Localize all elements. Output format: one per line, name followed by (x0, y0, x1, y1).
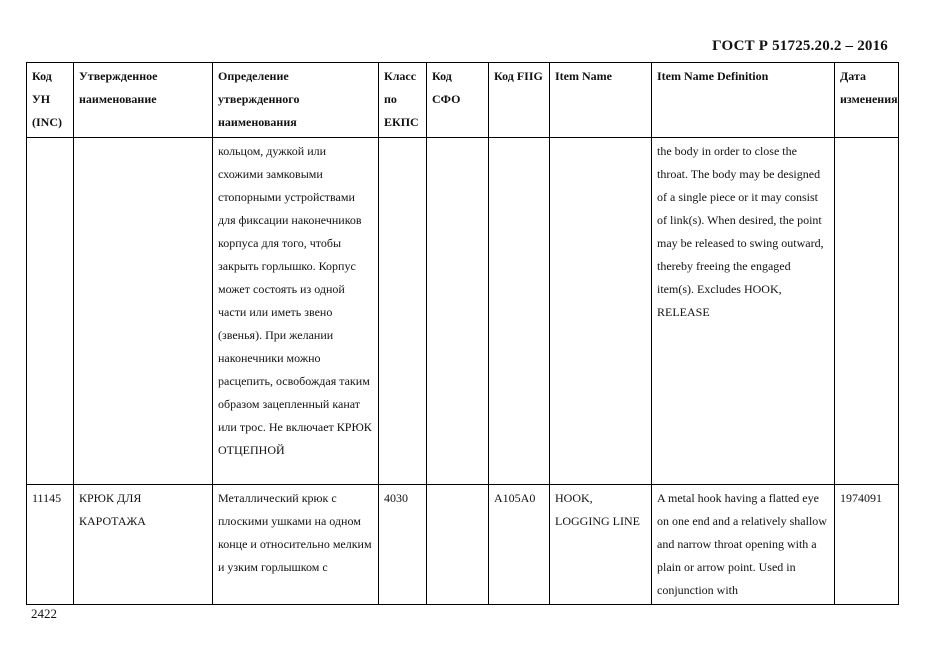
cell-approved-name (74, 138, 213, 485)
col-header-ekps-class: Класс по ЕКПС (379, 63, 427, 138)
cell-approved-name: КРЮК ДЛЯ КАРОТАЖА (74, 485, 213, 605)
cell-item-name: HOOK, LOGGING LINE (550, 485, 652, 605)
cell-fiig-code: A105A0 (489, 485, 550, 605)
cell-item-name-definition: A metal hook having a flatted eye on one end and a relatively shallow and narrow throat opening with a plain or arrow point. Used in conjunction with (652, 485, 835, 605)
cell-definition-ru: кольцом, дужкой или схожими замковыми стопорными устройствами для фиксации наконечников корпуса для того, чтобы закрыть горлышко. Корпус может состоять из одной части или иметь звено (звенья). При желании наконечники можно расцепить, освобождая таким образом зацепленный канат или трос. Не включает КРЮК ОТЦЕПНОЙ (213, 138, 379, 485)
col-header-definition-ru: Определение утвержденного наименования (213, 63, 379, 138)
table-row (27, 138, 899, 485)
col-header-item-name: Item Name (550, 63, 652, 138)
col-header-sfo-code: Код СФО (427, 63, 489, 138)
col-header-approved-name: Утвержденное наименование (74, 63, 213, 138)
cell-inc: 11145 (27, 485, 74, 605)
cell-ekps-class: 4030 (379, 485, 427, 605)
cell-item-name-definition: the body in order to close the throat. The body may be designed of a single piece or it may consist of link(s). When desired, the point may be released to swing outward, thereby freeing the engaged item(s). Excludes HOOK, RELEASE (652, 138, 835, 485)
cell-ekps-class (379, 138, 427, 485)
cell-fiig-code (489, 138, 550, 485)
col-header-inc: Код УН (INC) (27, 63, 74, 138)
table-row (27, 485, 899, 605)
cell-change-date (835, 138, 899, 485)
page-number: 2422 (31, 606, 57, 621)
standard-title: ГОСТ Р 51725.20.2 – 2016 (712, 38, 888, 54)
cell-inc (27, 138, 74, 485)
classification-table (26, 62, 899, 605)
cell-item-name (550, 138, 652, 485)
col-header-fiig-code: Код FIIG (489, 63, 550, 138)
cell-change-date: 1974091 (835, 485, 899, 605)
cell-sfo-code (427, 138, 489, 485)
col-header-item-name-definition: Item Name Definition (652, 63, 835, 138)
table-header-row (27, 63, 899, 138)
col-header-change-date: Дата изменения (835, 63, 899, 138)
cell-sfo-code (427, 485, 489, 605)
cell-definition-ru: Металлический крюк с плоскими ушками на одном конце и относительно мелким и узким горлышком с (213, 485, 379, 605)
